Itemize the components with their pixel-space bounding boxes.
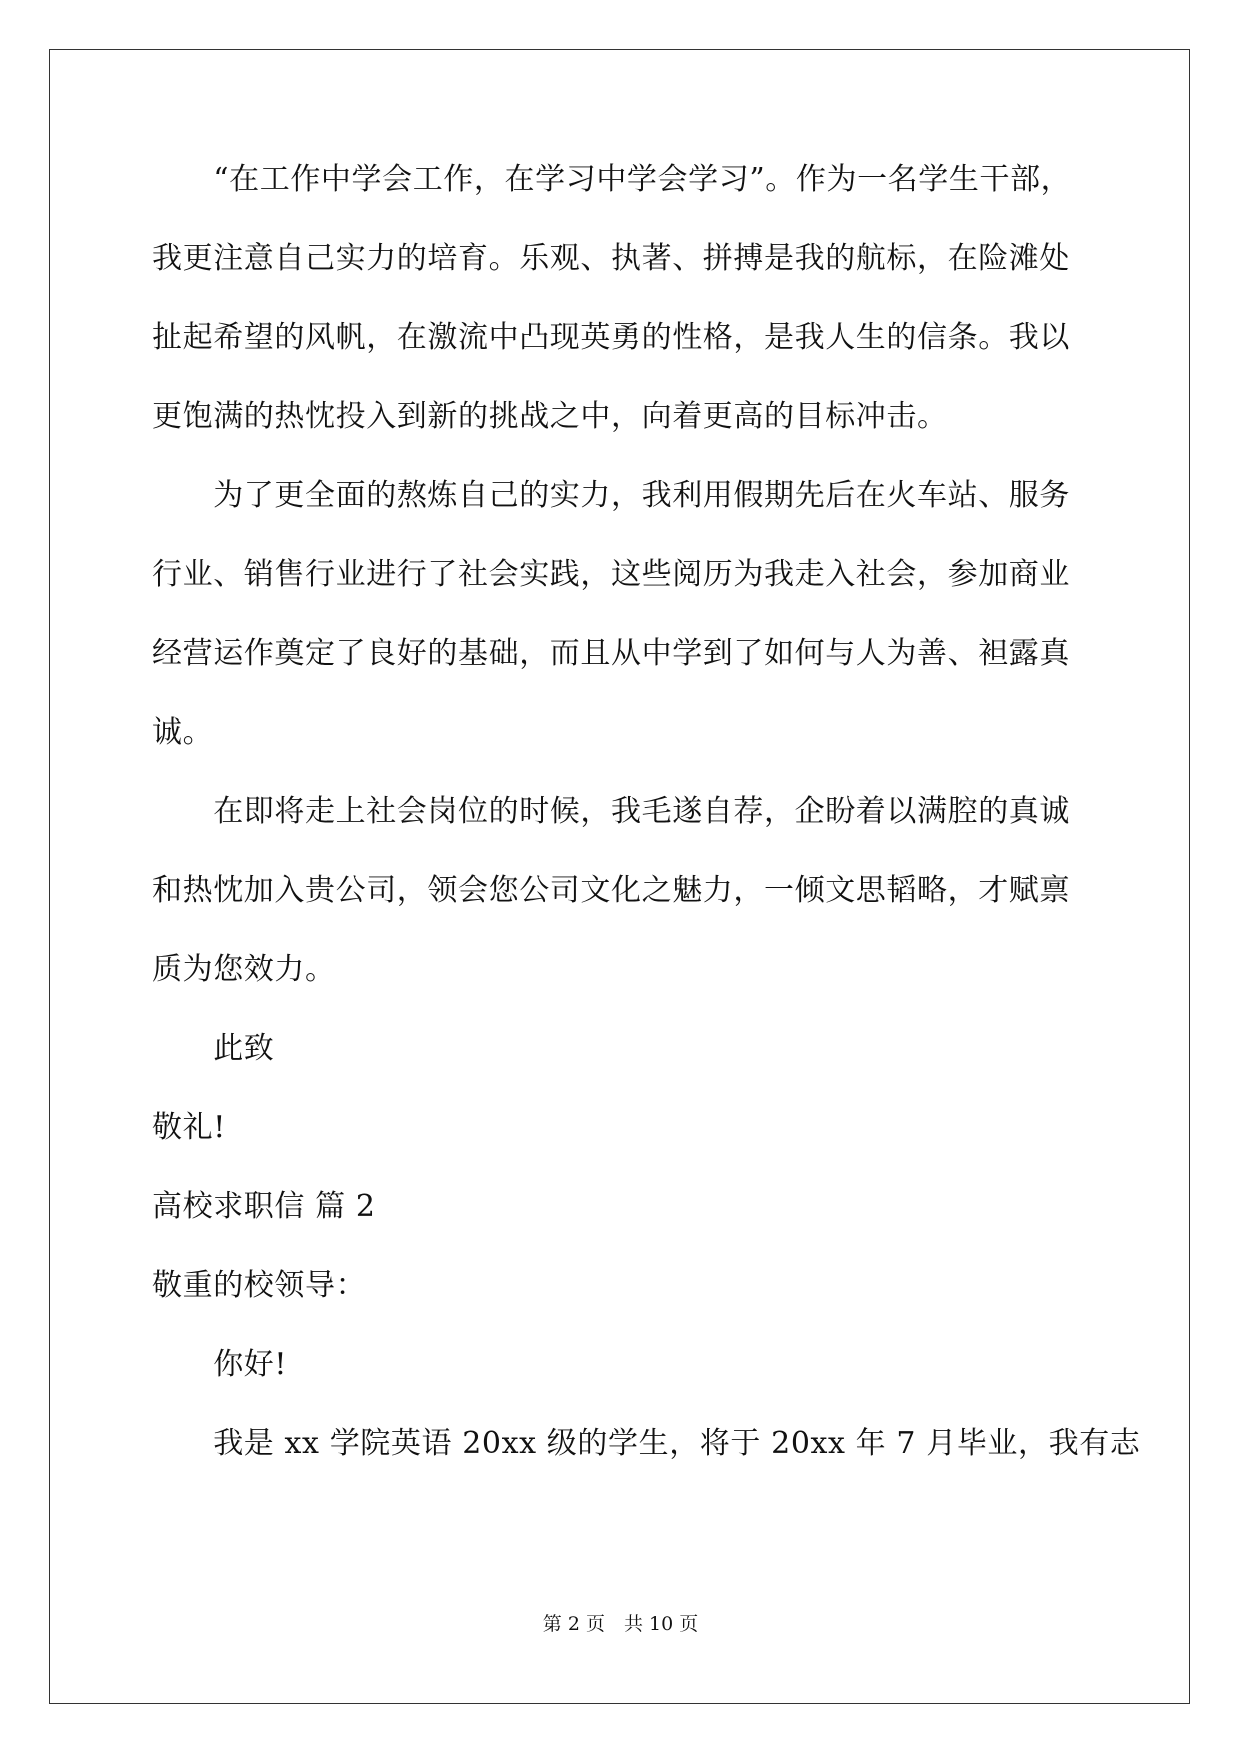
text-line: 在即将走上社会岗位的时候，我毛遂自荐，企盼着以满腔的真诚 bbox=[152, 794, 1070, 829]
text-line: 诚。 bbox=[152, 715, 214, 750]
text-line: 和热忱加入贵公司，领会您公司文化之魅力，一倾文思韬略，才赋禀 bbox=[152, 873, 1070, 908]
text-line: 行业、销售行业进行了社会实践，这些阅历为我走入社会，参加商业 bbox=[152, 557, 1070, 592]
closing-salutation: 此致 bbox=[152, 1031, 275, 1066]
text-line: 经营运作奠定了良好的基础，而且从中学到了如何与人为善、袒露真 bbox=[152, 636, 1070, 671]
letter-hello: 你好! bbox=[152, 1347, 288, 1382]
section-heading: 高校求职信 篇 2 bbox=[152, 1189, 376, 1224]
text-line: 质为您效力。 bbox=[152, 952, 336, 987]
page-number-footer: 第 2 页 共 10 页 bbox=[542, 1613, 699, 1635]
text-line: 我更注意自己实力的培育。乐观、执著、拼搏是我的航标，在险滩处 bbox=[152, 241, 1070, 276]
text-line: 扯起希望的风帆，在激流中凸现英勇的性格，是我人生的信条。我以 bbox=[152, 320, 1070, 355]
text-line: 更饱满的热忱投入到新的挑战之中，向着更高的目标冲击。 bbox=[152, 399, 948, 434]
text-line: “在工作中学会工作，在学习中学会学习”。作为一名学生干部， bbox=[152, 162, 1072, 197]
text-line: 为了更全面的熬炼自己的实力，我利用假期先后在火车站、服务 bbox=[152, 478, 1070, 513]
text-line: 我是 xx 学院英语 20xx 级的学生，将于 20xx 年 7 月毕业，我有志 bbox=[152, 1426, 1141, 1461]
letter-greeting: 敬重的校领导： bbox=[152, 1268, 367, 1303]
closing-regards: 敬礼! bbox=[152, 1110, 226, 1145]
